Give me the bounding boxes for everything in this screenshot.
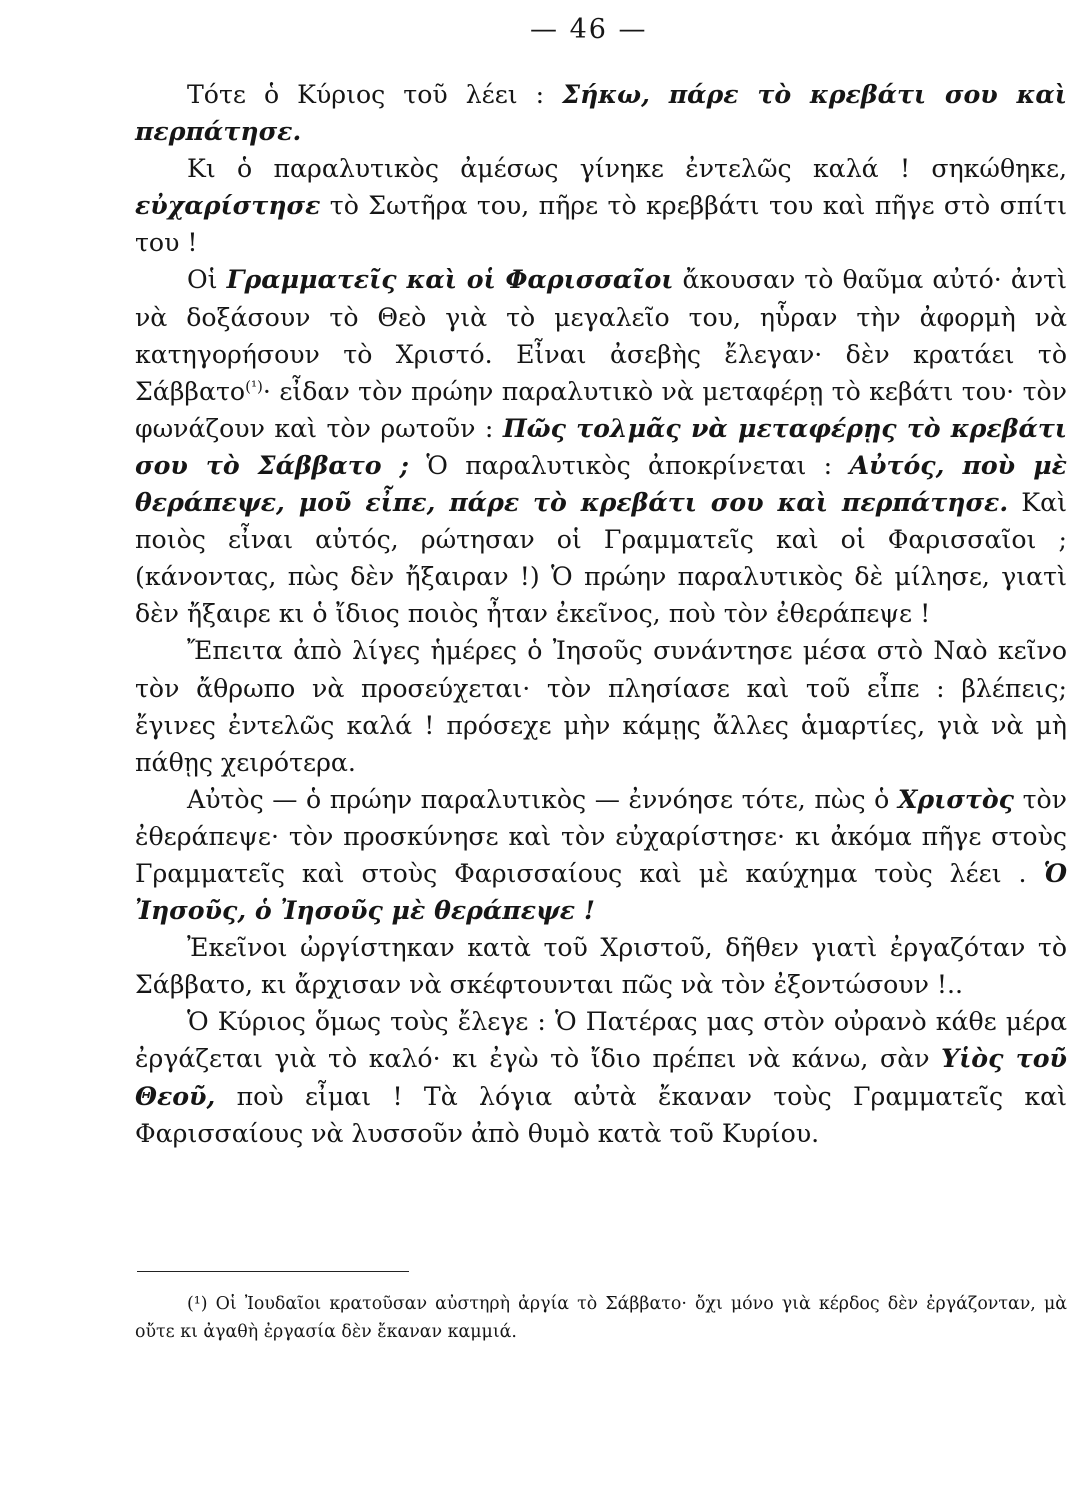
emphasized-text: Αὐτός, ποὺ μὲ θεράπεψε, μοῦ εἶπε, πάρε τὸ κρεβάτι σου καὶ περπάτησε. xyxy=(135,449,1067,518)
footnote: (¹) Οἱ Ἰουδαῖοι κρατοῦσαν αὐστηρὴ ἀργία τὸ Σάββατο· ὄχι μόνο γιὰ κέρδος δὲν ἐργάζονταν, μὰ οὔτε κι ἀγαθὴ ἐργασία δὲν ἔκαναν καμμιά. xyxy=(135,1294,1067,1342)
text-run: Αὐτὸς — ὁ πρώην παραλυτικὸς — ἐννόησε τότε, πὼς ὁ xyxy=(187,784,898,814)
paragraph xyxy=(135,632,1067,780)
paragraph xyxy=(135,150,1067,261)
text-run: Ὁ Κύριος ὅμως τοὺς ἔλεγε : Ὁ Πατέρας μας στὸν οὐρανὸ κάθε μέρα ἐργάζεται γιὰ τὸ καλό· κι ἐγὼ τὸ ἴδιο πρέπει νὰ κάνω, σὰν xyxy=(135,1007,1067,1074)
text-run: Ἐκεῖνοι ὠργίστηκαν κατὰ τοῦ Χριστοῦ, δῆθεν γιατὶ ἐργαζόταν τὸ Σάββατο, κι ἄρχισαν νὰ σκέφτουνται πῶς νὰ τὸν ἐξοντώσουν !.. xyxy=(135,933,1067,1000)
text-run: · εἶδαν τὸν πρώην παραλυτικὸ νὰ μεταφέρῃ τὸ κεβάτι του· τὸν φωνάζουν καὶ τὸν ρωτοῦν : xyxy=(135,376,1067,443)
footnote-reference: (¹) xyxy=(245,377,263,396)
page-number: — 46 — xyxy=(530,14,648,45)
paragraph xyxy=(135,929,1067,1003)
paragraph xyxy=(135,1003,1067,1151)
text-run: ποὺ εἶμαι ! Τὰ λόγια αὐτὰ ἔκαναν τοὺς Γραμματεῖς καὶ Φαρισσαίους νὰ λυσσοῦν ἀπὸ θυμὸ κατὰ τοῦ Κυρίου. xyxy=(135,1081,1067,1148)
text-run: Ἔπειτα ἀπὸ λίγες ἡμέρες ὁ Ἰησοῦς συνάντησε μέσα στὸ Ναὸ κεῖνο τὸν ἄθρωπο νὰ προσεύχεται· τὸν πλησίασε καὶ τοῦ εἶπε : βλέπεις; ἔγινες ἐντελῶς καλά ! πρόσεχε μὴν κάμῃς ἄλλες ἁμαρτίες, γιὰ νὰ μὴ πάθῃς χειρότερα. xyxy=(135,636,1067,777)
footnote-divider xyxy=(137,1271,409,1272)
text-run: Καὶ ποιὸς εἶναι αὐτός, ρώτησαν οἱ Γραμματεῖς καὶ οἱ Φαρισσαῖοι ; (κάνοντας, πὼς δὲν ἤξαιραν !) Ὁ πρώην παραλυτικὸς δὲ μίλησε, γιατὶ δὲν ἤξαιρε κι ὁ ἴδιος ποιὸς ἦταν ἐκεῖνος, ποὺ τὸν ἐθεράπεψε ! xyxy=(135,488,1067,629)
text-run: ἄκουσαν τὸ θαῦμα αὐτό· ἀντὶ νὰ δοξάσουν τὸ Θεὸ γιὰ τὸ μεγαλεῖο του, ηὗραν τὴν ἀφορμὴ νὰ κατηγορήσουν τὸ Χριστό. Εἶναι ἀσεβὴς ἔλεγαν· δὲν κρατάει τὸ Σάββατο xyxy=(135,265,1067,406)
text-run: Οἱ xyxy=(187,265,227,295)
text-run: Κι ὁ παραλυτικὸς ἀμέσως γίνηκε ἐντελῶς καλά ! σηκώθηκε, xyxy=(187,154,1067,184)
paragraph xyxy=(135,76,1067,150)
emphasized-text: Χριστὸς xyxy=(897,783,1014,814)
emphasized-text: Σήκω, πάρε τὸ κρεβάτι σου καὶ περπάτησε. xyxy=(135,79,1067,147)
paragraph xyxy=(135,781,1067,929)
paragraph xyxy=(135,261,1067,632)
text-run: Ὁ παραλυτικὸς ἀποκρίνεται : xyxy=(408,450,850,480)
text-run: Τότε ὁ Κύριος τοῦ λέει : xyxy=(187,80,563,109)
text-run: τὸ Σωτῆρα του, πῆρε τὸ κρεββάτι του καὶ πῆγε στὸ σπίτι του ! xyxy=(135,191,1067,258)
emphasized-text: εὐχαρίστησε xyxy=(135,190,321,221)
body-text xyxy=(135,76,1067,1152)
emphasized-text: Ὁ Ἰησοῦς, ὁ Ἰησοῦς μὲ θεράπεψε ! xyxy=(135,857,1067,926)
emphasized-text: Υἱὸς τοῦ Θεοῦ, xyxy=(135,1043,1067,1111)
text-run: τὸν ἐθεράπεψε· τὸν προσκύνησε καὶ τὸν εὐχαρίστησε· κι ἀκόμα πῆγε στοὺς Γραμματεῖς καὶ στοὺς Φαρισσαίους καὶ μὲ καύχημα τοὺς λέει . xyxy=(135,784,1067,888)
emphasized-text: Γραμματεῖς καὶ οἱ Φαρισσαῖοι xyxy=(226,264,674,295)
emphasized-text: Πῶς τολμᾶς νὰ μεταφέρῃς τὸ κρεβάτι σου τὸ Σάββατο ; xyxy=(135,412,1067,480)
